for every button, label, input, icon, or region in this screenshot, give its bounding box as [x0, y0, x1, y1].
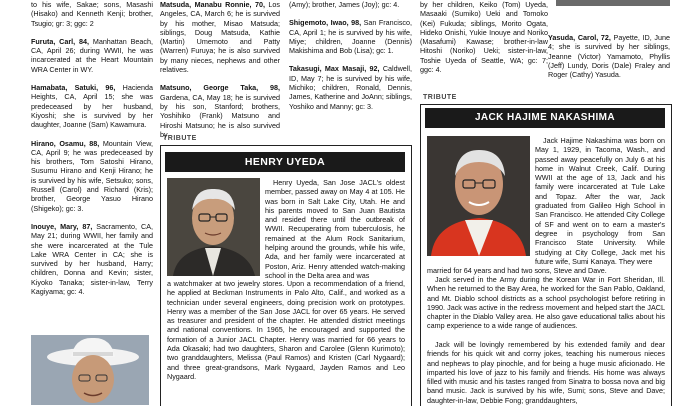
- obituary-name: Hirano, Osamu, 88,: [31, 138, 100, 148]
- cowboy-hat-photo: [31, 335, 149, 405]
- obituary-name: Yasuda, Carol, 72,: [548, 33, 611, 42]
- uyeda-paragraph-2: a watchmaker at two jewelry stores. Upon a recommendation of a friend, he applied at Beckman Instruments in Palo Alto, Calif., and worked as a technician under several engineers, doing precision work on prototypes. Henry was a member of the San Jose JACL for over 65 years. He served as treasurer and president of the chapter. He attended district meetings and national conventions. In 1965, he encouraged and supported the formation of a Junior JACL Chapter. Henry was married for 66 years to Ada Okasaki; had two daughters, Sharon and Carolee (Glenn Kurimoto); two granddaughters, Melissa (Paul Ramos) and Kristen (Carl Nygaard); and three great-grandsons, Mark Nygaard, Jayden Ramos and Leo Nygaard.: [167, 279, 405, 381]
- obituary-entry: [289, 18, 412, 55]
- nakashima-paragraph-1: Jack Hajime Nakashima was born on May 1, 1929, in Tacoma, Wash., and passed away peacefully on July 6 at his home in Walnut Creek, Calif. During WWII at the age of 13, Jack and his family were incarcerated at Tule Lake and Topaz. After the war, Jack graduated from Galileo High School in San Francisco. He attended City College of SF and went on to earn a master's degree in psychology from San Francisco State University. While studying at City College, Jack met his future wife, Sumi Kanaya. They were: [535, 136, 665, 266]
- obituary-entry: [289, 0, 412, 9]
- obituary-text: Mountain View, CA, April 9; he was predeceased by his brothers, Tom Satoshi Hirano, Susumu Hirano and Kenji Hirano; he is survived by his wife, Setsuko; sons, Russell (Carol) and Richard (Kris); brother, George Yasuo Hirano (Shigeko); gc: 3.: [31, 138, 153, 213]
- obituary-name: Inouye, Mary, 87,: [31, 221, 93, 231]
- obituary-text: by her children, Keiko (Tom) Uyeda, Masaaki (Sumiko) Ueki and Tomoko (Kei) Fukuda; siblings, Morito Ogata, Hideko Onishi, Yukie Inouye and Noriko (Masafumi) Kawase; brother-in-law Hitoshi (Noriko) Ueki; sister-in-law, Toshie Uyeda of Seattle, WA; gc: 7; ggc: 4.: [420, 0, 548, 75]
- top-right-photo: [556, 0, 670, 6]
- obituary-name: Shigemoto, Iwao, 98,: [289, 18, 362, 28]
- uyeda-paragraph-1: Henry Uyeda, San Jose JACL's oldest member, passed away on May 4 at 105. He was born in Salt Lake City, Utah. He and his parents moved to San Juan Bautista and resided there until the outbreak of WWII. Recuperating from tuberculosis, he remained at the Alum Rock Sanitarium, helping around the grounds, while his wife, Ada, and her family were incarcerated at Poston, Ariz. Henry attended watch-making school in the Delta area and was: [265, 178, 405, 280]
- obituary-entry: [31, 83, 153, 129]
- henry-uyeda-photo: [167, 178, 260, 276]
- obituary-entry: [289, 64, 412, 110]
- obituary-entry: [31, 37, 153, 74]
- obituary-text: Payette, ID, June 4; she is survived by her siblings, Jeanne (Victor) Yamamoto, Phyllis (Jeff) Lundy, Doris (Dale) Fraley and Roger (Cathy) Yasuda.: [548, 33, 670, 80]
- obituary-entry: [160, 83, 280, 139]
- obituary-entry: [31, 139, 153, 213]
- obituary-entry: [160, 0, 280, 74]
- obituary-name: Takasugi, Max Masaji, 92,: [289, 64, 380, 74]
- obituary-text: San Francisco, CA, April 1; he is survived by his wife, Miye; children, Joanne (Dennis) Makishima and Bob (Lisa); gc: 1.: [289, 18, 412, 56]
- obituary-entry: [420, 0, 548, 74]
- obituary-text: Los Angeles, CA, March 6; he is survived by his mother, Misao Matsuda; siblings, Doug Matsuda, Kathie (Martin) Umemoto and Patty (Warren) Furuya; he is also survived by many nieces, nephews and other relatives.: [160, 0, 280, 75]
- nakashima-paragraph-4: Jack will be lovingly remembered by his extended family and dear friends for his quick wit and corny jokes, teaching his numerous nieces and nephews to play pinochle, and for being a huge music aficionado. He imparted his love of jazz to his family and friends. His home was always filled with music and his tastes ranged from Sinatra to bossa nova and big band music. Jack is survived by his wife, Sumi; sons, Steve and Dave; daughter-in-law, Debbie Fong; granddaughters,: [427, 340, 665, 405]
- tribute-heading-jack-nakashima: JACK HAJIME NAKASHIMA: [425, 108, 665, 128]
- portrait-illustration-icon: [427, 136, 530, 256]
- obituary-entry: [548, 33, 670, 79]
- obituary-name: Matsuda, Manabu Ronnie, 70,: [160, 0, 265, 9]
- obituary-text: to his wife, Sakae; sons, Masashi (Hisako) and Kenneth Kenji; brother, Tsugio; gr: 3; ggc: 2: [31, 0, 153, 28]
- obituary-column-4: [420, 0, 548, 74]
- obituary-column-2: [160, 0, 280, 139]
- obituary-text: Gardena, CA, May 18; he is survived by his son, Stanford; brothers, Yoshihiko (Frank) Matsuno and Hiroshi Matsuno; he is also survived by: [160, 92, 280, 139]
- obituary-text: (Amy); brother, James (Joy); gc: 4.: [289, 0, 400, 9]
- obituary-name: Hamabata, Satuki, 96,: [31, 83, 116, 93]
- obituary-text: Sacramento, CA, May 21; during WWII, her family and she were incarcerated at the Tule Lake WRA Center in CA; she is survived by her husband, Harry; children, Donna and Kevin; sister, Kiyoko Tanaka; sister-in-law, Terry Kagiyama; gc: 4.: [31, 221, 153, 297]
- obituary-text: Manhattan Beach, CA, April 26; during WWII, he was incarcerated at the Heart Mountain WRA Center in WY.: [31, 36, 153, 74]
- obituary-column-5: [548, 33, 670, 79]
- nakashima-paragraph-2: married for 64 years and had two sons, Steve and Dave.: [427, 266, 607, 275]
- obituary-entry: [31, 0, 153, 28]
- obituary-entry: [31, 222, 153, 296]
- tribute-label-nakashima: TRIBUTE: [423, 94, 457, 101]
- portrait-illustration-icon: [31, 335, 149, 405]
- portrait-illustration-icon: [167, 178, 260, 276]
- obituary-column-1: [31, 0, 153, 296]
- obituary-name: Matsuno, George Taka, 98,: [160, 83, 280, 93]
- obituary-name: Furuta, Carl, 84,: [31, 36, 89, 46]
- tribute-label-uyeda: TRIBUTE: [163, 135, 197, 142]
- obituary-column-3: [289, 0, 412, 111]
- obituary-text: Caldwell, ID, May 7; he is survived by his wife, Michiko; children, Ronald, Dennis, James, Katherine and JoAnn; siblings, Yoshiko and Manny; gc: 3.: [289, 64, 412, 111]
- jack-nakashima-photo: [427, 136, 530, 256]
- tribute-heading-henry-uyeda: HENRY UYEDA: [165, 152, 405, 172]
- nakashima-paragraph-3: Jack served in the Army during the Korean War in Fort Sheridan, Ill. When he returned to the Bay Area, he worked for the San Pablo, Oakland, and Mt. Diablo school districts as a school psychologist before retiring in 1990. Jack was active in the redress movement and helped start the JACL chapter in the Diablo Valley area. He also gave educational talks about his camp experience to a wide range of audiences.: [427, 275, 665, 331]
- obituary-text: Hacienda Heights, CA, April 15; she was predeceased by her husband, Kiyoshi; she is survived by her daughter, Joanne (Sam) Kawamura.: [31, 83, 153, 130]
